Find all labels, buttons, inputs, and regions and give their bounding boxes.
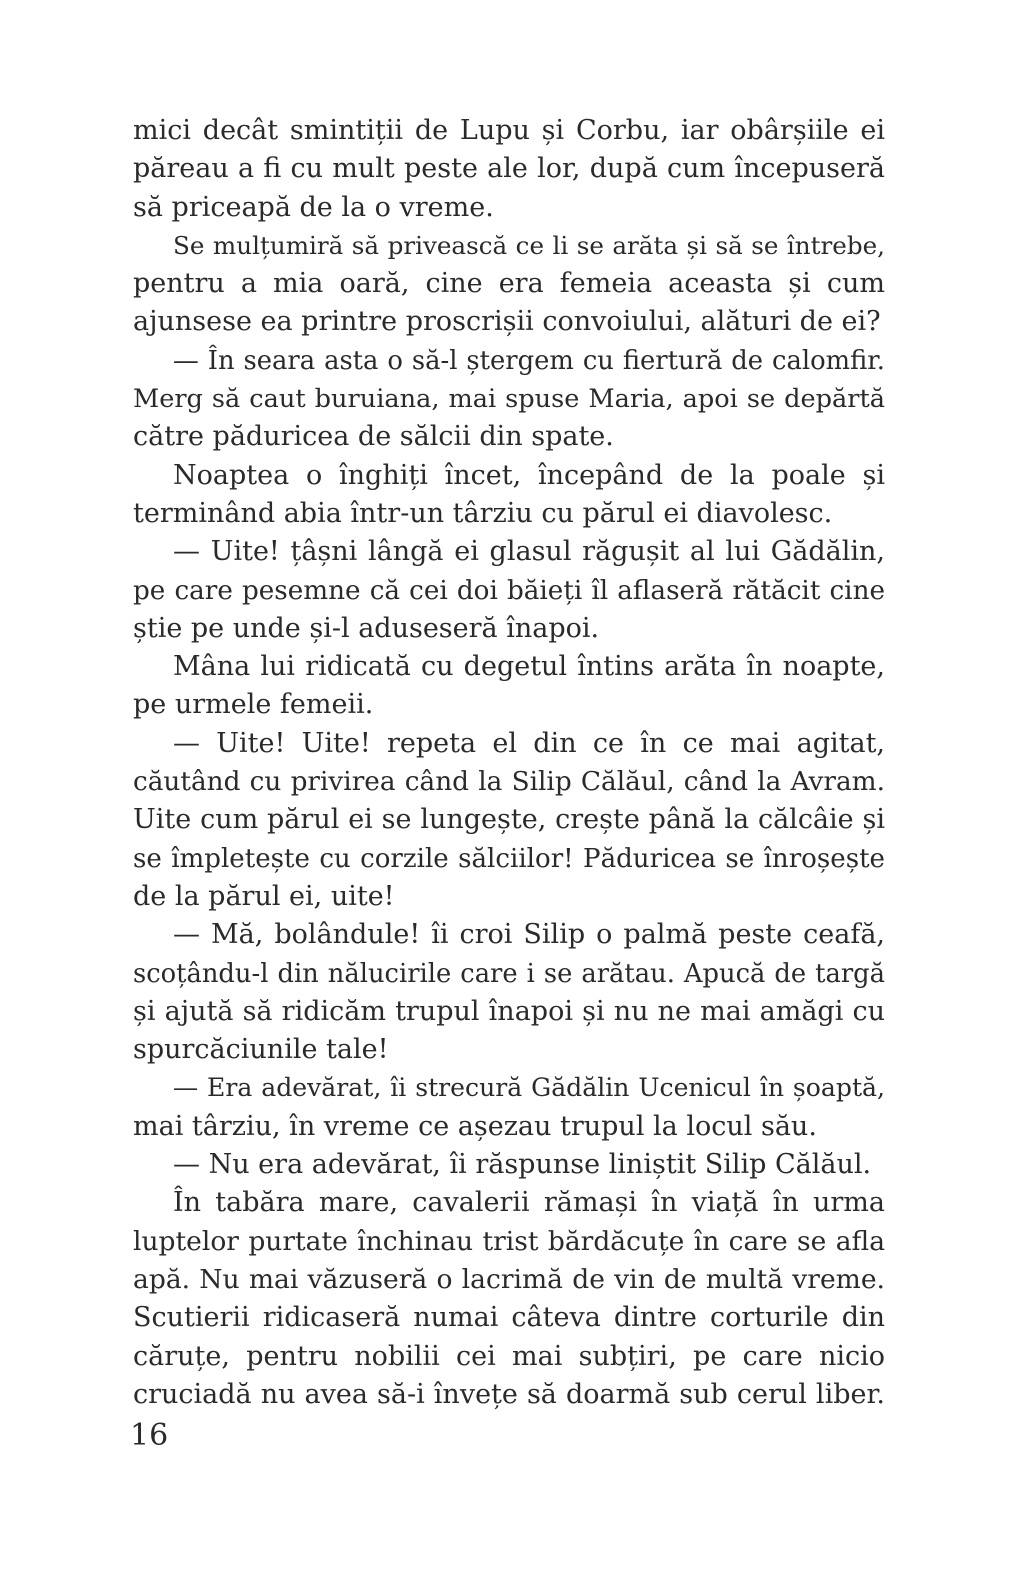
text-line: — Era adevărat, îi strecură Gădălin Ucenicul în șoaptă, [173, 1073, 885, 1103]
text-line: și ajută să ridicăm trupul înapoi și nu ne mai amăgi cu [133, 995, 885, 1027]
text-line: În tabăra mare, cavalerii rămași în viață în urma [173, 1187, 885, 1219]
text-line: luptelor purtate închinau trist bărdăcuțe în care se afla [133, 1225, 885, 1257]
text-line: pentru a mia oară, cine era femeia aceasta și cum [133, 268, 885, 300]
text-line: pe urmele femeii. [133, 689, 374, 721]
text-line: pe care pesemne că cei doi băieți îl aflaseră rătăcit cine [133, 575, 885, 606]
text-line: Noaptea o înghiți încet, începând de la poale și [173, 459, 885, 491]
text-line: cruciadă nu avea să-i învețe să doarmă sub cerul liber. [133, 1378, 885, 1410]
text-line: știe pe unde și-l aduseseră înapoi. [133, 612, 600, 644]
text-line: — Mă, bolândule! îi croi Silip o palmă peste ceafă, [173, 919, 885, 951]
text-line: scoțându-l din nălucirile care i se arătau. Apucă de targă [133, 958, 885, 989]
text-line: Uite cum părul ei se lungește, crește până la călcâie și [133, 804, 885, 836]
text-line: — Uite! Uite! repeta el din ce în ce mai agitat, [173, 727, 885, 759]
page-number: 16 [130, 1418, 169, 1453]
text-line: apă. Nu mai văzuseră o lacrimă de vin de multă vreme. [133, 1263, 885, 1295]
text-line: mici decât smintiții de Lupu și Corbu, iar obârșiile ei [133, 115, 885, 146]
body-text [133, 112, 885, 1414]
text-line: Mâna lui ridicată cu degetul întins arăta în noapte, [173, 651, 885, 683]
text-line: se împletește cu corzile sălciilor! Păduricea se înroșește [133, 843, 885, 874]
text-line: păreau a fi cu mult peste ale lor, după cum începuseră [133, 153, 885, 185]
text-line: mai târziu, în vreme ce așezau trupul la locul său. [133, 1110, 817, 1142]
text-line: căutând cu privirea când la Silip Călăul, când la Avram. [133, 767, 885, 798]
text-line: terminând abia într-un târziu cu părul ei diavolesc. [133, 497, 833, 529]
text-line: — În seara asta o să-l ștergem cu fiertură de calomfir. [173, 345, 885, 376]
text-line: — Uite! țâșni lângă ei glasul răgușit al lui Gădălin, [173, 536, 885, 568]
text-line: — Nu era adevărat, îi răspunse liniștit Silip Călăul. [173, 1149, 872, 1181]
text-line: Scutierii ridicaseră numai câteva dintre corturile din [133, 1302, 885, 1334]
text-line: căruțe, pentru nobilii cei mai subțiri, pe care nicio [133, 1340, 885, 1372]
text-line: să priceapă de la o vreme. [133, 191, 494, 223]
text-line: de la părul ei, uite! [133, 880, 395, 912]
text-line: ajunsese ea printre proscrișii convoiului, alături de ei? [133, 306, 881, 338]
text-line: către păduricea de sălcii din spate. [133, 421, 614, 453]
text-line: Se mulțumiră să privească ce li se arăta și să se întrebe, [173, 230, 885, 260]
text-line: Merg să caut buruiana, mai spuse Maria, apoi se depărtă [133, 384, 885, 415]
text-line: spurcăciunile tale! [133, 1034, 389, 1066]
